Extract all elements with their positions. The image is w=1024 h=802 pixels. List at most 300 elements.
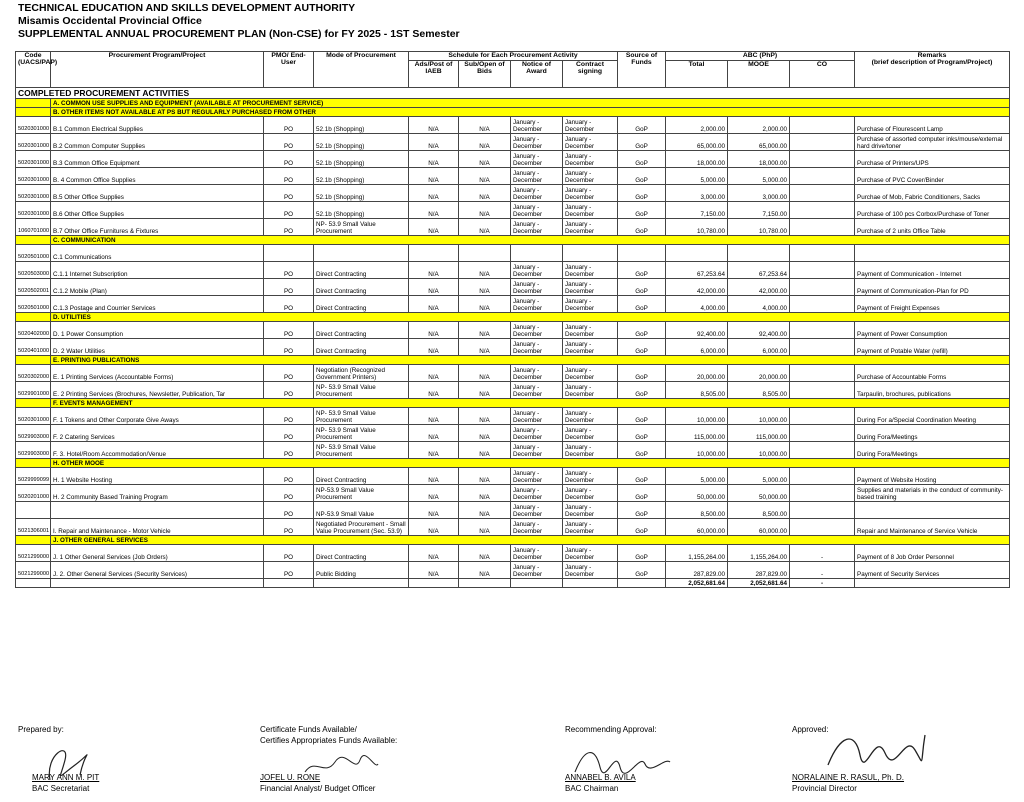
- document-title: SUPPLEMENTAL ANNUAL PROCUREMENT PLAN (Non-CSE) for FY 2025 - 1ST Semester: [18, 28, 460, 40]
- total-cell: 2,000.00: [666, 117, 728, 134]
- pmo-cell: PO: [264, 262, 314, 279]
- office-name: Misamis Occidental Provincial Office: [18, 15, 202, 27]
- ads-cell: N/A: [409, 382, 459, 399]
- source-cell: GoP: [618, 442, 666, 459]
- sub-cell: N/A: [459, 519, 511, 536]
- total-cell: 18,000.00: [666, 151, 728, 168]
- header-co: CO: [790, 61, 855, 88]
- remarks-cell: Payment of Communication-Plan for PD: [855, 279, 1010, 296]
- code-cell: 5029901000: [16, 382, 51, 399]
- total-cell: 67,253.64: [666, 262, 728, 279]
- header-mooe: MOOE: [728, 61, 790, 88]
- contract-cell: January - December: [563, 485, 618, 502]
- section-code-cell: [16, 99, 51, 108]
- grand-total-co: -: [790, 579, 855, 588]
- sub-cell: N/A: [459, 408, 511, 425]
- completed-activities-label: COMPLETED PROCUREMENT ACTIVITIES: [16, 88, 1010, 99]
- program-cell: J. 1 Other General Services (Job Orders): [51, 545, 264, 562]
- source-cell: GoP: [618, 502, 666, 519]
- co-cell: [790, 442, 855, 459]
- contract-cell: January - December: [563, 382, 618, 399]
- empty-cell: [16, 579, 51, 588]
- pmo-cell: PO: [264, 562, 314, 579]
- contract-cell: January - December: [563, 296, 618, 313]
- mode-cell: NP-53.9 Small Value Procurement: [314, 485, 409, 502]
- source-cell: GoP: [618, 279, 666, 296]
- sub-cell: N/A: [459, 117, 511, 134]
- code-cell: 5021306001: [16, 519, 51, 536]
- section-row: [16, 236, 1010, 245]
- program-cell: C.1.1 Internet Subscription: [51, 262, 264, 279]
- code-cell: 5020301000: [16, 168, 51, 185]
- total-cell: 10,000.00: [666, 442, 728, 459]
- pmo-cell: PO: [264, 485, 314, 502]
- pmo-cell: PO: [264, 185, 314, 202]
- contract-cell: January - December: [563, 134, 618, 151]
- program-cell: B.5 Other Office Supplies: [51, 185, 264, 202]
- co-cell: [790, 322, 855, 339]
- source-cell: GoP: [618, 408, 666, 425]
- remarks-cell: Purchase of PVC Cover/Binder: [855, 168, 1010, 185]
- co-cell: [790, 468, 855, 485]
- mooe-cell: 42,000.00: [728, 279, 790, 296]
- header-remarks: [855, 52, 1010, 88]
- total-cell: 287,829.00: [666, 562, 728, 579]
- source-cell: GoP: [618, 339, 666, 356]
- pmo-cell: PO: [264, 519, 314, 536]
- notice-cell: January - December: [511, 151, 563, 168]
- co-cell: [790, 134, 855, 151]
- table-row: [16, 485, 1010, 502]
- program-cell: B. 4 Common Office Supplies: [51, 168, 264, 185]
- header-sub: Sub/Open of Bids: [459, 61, 511, 88]
- source-cell: GoP: [618, 202, 666, 219]
- contract-cell: January - December: [563, 202, 618, 219]
- remarks-cell: Purchae of Mob, Fabric Conditioners, Sacks: [855, 185, 1010, 202]
- program-cell: B.1 Common Electrical Supplies: [51, 117, 264, 134]
- ads-cell: N/A: [409, 485, 459, 502]
- sub-cell: N/A: [459, 468, 511, 485]
- prepared-by-label: Prepared by:: [18, 725, 64, 734]
- contract-cell: January - December: [563, 322, 618, 339]
- sub-cell: N/A: [459, 425, 511, 442]
- mode-cell: Direct Contracting: [314, 468, 409, 485]
- ads-cell: N/A: [409, 545, 459, 562]
- program-cell: J. 2. Other General Services (Security Services): [51, 562, 264, 579]
- contract-cell: January - December: [563, 502, 618, 519]
- contract-cell: January - December: [563, 185, 618, 202]
- sub-cell: N/A: [459, 365, 511, 382]
- table-row: [16, 279, 1010, 296]
- total-cell: 7,150.00: [666, 202, 728, 219]
- mooe-cell: 5,000.00: [728, 168, 790, 185]
- program-cell: F. 1 Tokens and Other Corporate Give Aways: [51, 408, 264, 425]
- pmo-cell: PO: [264, 279, 314, 296]
- notice-cell: January - December: [511, 408, 563, 425]
- table-row: [16, 442, 1010, 459]
- source-cell: GoP: [618, 365, 666, 382]
- program-cell: C.1 Communications: [51, 245, 264, 262]
- ads-cell: N/A: [409, 322, 459, 339]
- section-code-cell: [16, 108, 51, 117]
- contract-cell: January - December: [563, 468, 618, 485]
- total-cell: 5,000.00: [666, 468, 728, 485]
- remarks-cell: Purchase of 100 pcs Corbox/Purchase of Toner: [855, 202, 1010, 219]
- code-cell: 5020201000: [16, 485, 51, 502]
- total-cell: 5,000.00: [666, 168, 728, 185]
- mode-cell: Direct Contracting: [314, 339, 409, 356]
- pmo-cell: PO: [264, 365, 314, 382]
- mooe-cell: 4,000.00: [728, 296, 790, 313]
- code-cell: 5020501000: [16, 296, 51, 313]
- empty-cell: [409, 579, 459, 588]
- remarks-cell: Supplies and materials in the conduct of community-based training: [855, 485, 1010, 502]
- empty-cell: [563, 579, 618, 588]
- notice-cell: January - December: [511, 545, 563, 562]
- table-row: [16, 468, 1010, 485]
- code-cell: 5020402000: [16, 322, 51, 339]
- section-row: [16, 399, 1010, 408]
- table-row: [16, 296, 1010, 313]
- remarks-cell: Purchase of Flourescent Lamp: [855, 117, 1010, 134]
- notice-cell: January - December: [511, 519, 563, 536]
- contract-cell: January - December: [563, 117, 618, 134]
- code-cell: 5020503000: [16, 262, 51, 279]
- table-row: [16, 519, 1010, 536]
- source-cell: [618, 245, 666, 262]
- ads-cell: N/A: [409, 519, 459, 536]
- section-heading: F. EVENTS MANAGEMENT: [51, 399, 1010, 408]
- total-cell: 92,400.00: [666, 322, 728, 339]
- mooe-cell: 10,780.00: [728, 219, 790, 236]
- table-row: [16, 185, 1010, 202]
- total-cell: 65,000.00: [666, 134, 728, 151]
- total-cell: 10,000.00: [666, 408, 728, 425]
- section-heading: E. PRINTING PUBLICATIONS: [51, 356, 1010, 365]
- mode-cell: Negotiated Procurement - Small Value Procurement (Sec. 53.9): [314, 519, 409, 536]
- mode-cell: [314, 245, 409, 262]
- co-cell: [790, 382, 855, 399]
- code-cell: [16, 502, 51, 519]
- program-cell: D. 2 Water Utilities: [51, 339, 264, 356]
- mode-cell: NP- 53.9 Small Value Procurement: [314, 425, 409, 442]
- program-cell: H. 2 Community Based Training Program: [51, 485, 264, 502]
- notice-cell: January - December: [511, 219, 563, 236]
- total-cell: [666, 245, 728, 262]
- total-cell: 20,000.00: [666, 365, 728, 382]
- remarks-cell: Tarpaulin, brochures, publications: [855, 382, 1010, 399]
- notice-cell: January - December: [511, 168, 563, 185]
- code-cell: 5029903000: [16, 425, 51, 442]
- section-heading: H. OTHER MOOE: [51, 459, 1010, 468]
- table-row: [16, 365, 1010, 382]
- mode-cell: 52.1b (Shopping): [314, 202, 409, 219]
- program-cell: C.1.3 Postage and Courrier Services: [51, 296, 264, 313]
- contract-cell: January - December: [563, 262, 618, 279]
- pmo-cell: PO: [264, 202, 314, 219]
- sub-cell: N/A: [459, 296, 511, 313]
- mode-cell: 52.1b (Shopping): [314, 134, 409, 151]
- remarks-cell: Payment of Potable Water (refill): [855, 339, 1010, 356]
- recommender-title: BAC Chairman: [565, 784, 619, 793]
- table-row: [16, 562, 1010, 579]
- section-code-cell: [16, 356, 51, 365]
- co-cell: [790, 365, 855, 382]
- sub-cell: N/A: [459, 502, 511, 519]
- remarks-cell: Repair and Maintenance of Service Vehicle: [855, 519, 1010, 536]
- source-cell: GoP: [618, 322, 666, 339]
- mooe-cell: 3,000.00: [728, 185, 790, 202]
- grand-total-mooe: 2,052,681.64: [728, 579, 790, 588]
- recommender-signature: [565, 742, 675, 782]
- pmo-cell: [264, 245, 314, 262]
- sub-cell: N/A: [459, 382, 511, 399]
- mode-cell: Negotiation (Recognized Government Printers): [314, 365, 409, 382]
- table-row: [16, 545, 1010, 562]
- program-cell: B.2 Common Computer Supplies: [51, 134, 264, 151]
- ads-cell: N/A: [409, 219, 459, 236]
- source-cell: GoP: [618, 382, 666, 399]
- program-cell: C.1.2 Mobile (Plan): [51, 279, 264, 296]
- ads-cell: N/A: [409, 339, 459, 356]
- grand-total: 2,052,681.64: [666, 579, 728, 588]
- pmo-cell: PO: [264, 296, 314, 313]
- source-cell: GoP: [618, 545, 666, 562]
- co-cell: [790, 408, 855, 425]
- ads-cell: N/A: [409, 202, 459, 219]
- code-cell: 5029903000: [16, 442, 51, 459]
- notice-cell: January - December: [511, 322, 563, 339]
- co-cell: [790, 202, 855, 219]
- source-cell: GoP: [618, 168, 666, 185]
- co-cell: [790, 519, 855, 536]
- mode-cell: NP- 53.9 Small Value Procurement: [314, 382, 409, 399]
- sub-cell: N/A: [459, 185, 511, 202]
- total-cell: 10,780.00: [666, 219, 728, 236]
- notice-cell: January - December: [511, 339, 563, 356]
- prepared-by-title: BAC Secretariat: [32, 784, 90, 793]
- table-row: [16, 339, 1010, 356]
- remarks-cell: Payment of Website Hosting: [855, 468, 1010, 485]
- approver-name: NORALAINE R. RASUL, Ph. D.: [792, 773, 905, 782]
- ads-cell: N/A: [409, 468, 459, 485]
- mooe-cell: 287,829.00: [728, 562, 790, 579]
- header-total: Total: [666, 61, 728, 88]
- pmo-cell: PO: [264, 151, 314, 168]
- source-cell: GoP: [618, 519, 666, 536]
- section-heading: D. UTILITIES: [51, 313, 1010, 322]
- ads-cell: [409, 245, 459, 262]
- section-heading: B. OTHER ITEMS NOT AVAILABLE AT PS BUT REGULARLY PURCHASED FROM OTHER: [51, 108, 1010, 117]
- certifier-name: JOFEL U. RONE: [260, 773, 321, 782]
- total-cell: 3,000.00: [666, 185, 728, 202]
- sub-cell: N/A: [459, 485, 511, 502]
- pmo-cell: PO: [264, 502, 314, 519]
- total-cell: 4,000.00: [666, 296, 728, 313]
- ads-cell: N/A: [409, 442, 459, 459]
- program-cell: E. 2 Printing Services (Brochures, Newsletter, Publication, Tar: [51, 382, 264, 399]
- section-code-cell: [16, 399, 51, 408]
- sub-cell: N/A: [459, 545, 511, 562]
- section-row: [16, 313, 1010, 322]
- header-code: Code (UACS/PAP): [16, 52, 51, 88]
- contract-cell: January - December: [563, 545, 618, 562]
- table-row: [16, 134, 1010, 151]
- remarks-cell: Payment of Freight Expenses: [855, 296, 1010, 313]
- approved-label: Approved:: [792, 725, 829, 734]
- co-cell: [790, 485, 855, 502]
- empty-cell: [618, 579, 666, 588]
- procurement-plan-table: [15, 51, 1010, 588]
- ads-cell: N/A: [409, 134, 459, 151]
- source-cell: GoP: [618, 151, 666, 168]
- pmo-cell: PO: [264, 219, 314, 236]
- total-cell: 60,000.00: [666, 519, 728, 536]
- pmo-cell: PO: [264, 545, 314, 562]
- program-cell: B.3 Common Office Equipment: [51, 151, 264, 168]
- mooe-cell: 10,000.00: [728, 408, 790, 425]
- mooe-cell: 92,400.00: [728, 322, 790, 339]
- header-contract: Contract signing: [563, 61, 618, 88]
- empty-cell: [511, 579, 563, 588]
- remarks-cell: Payment of Communication - Internet: [855, 262, 1010, 279]
- table-row: [16, 151, 1010, 168]
- program-cell: B.6 Other Office Supplies: [51, 202, 264, 219]
- ads-cell: N/A: [409, 279, 459, 296]
- mooe-cell: 115,000.00: [728, 425, 790, 442]
- contract-cell: January - December: [563, 339, 618, 356]
- remarks-cell: Purchase of 2 units Office Table: [855, 219, 1010, 236]
- program-cell: B.7 Other Office Furnitures & Fixtures: [51, 219, 264, 236]
- code-cell: 5020302000: [16, 365, 51, 382]
- table-row: [16, 245, 1010, 262]
- program-cell: D. 1 Power Consumption: [51, 322, 264, 339]
- contract-cell: January - December: [563, 408, 618, 425]
- code-cell: 5021299000: [16, 545, 51, 562]
- source-cell: GoP: [618, 262, 666, 279]
- mooe-cell: 10,000.00: [728, 442, 790, 459]
- sub-cell: N/A: [459, 322, 511, 339]
- code-cell: 5020301000: [16, 185, 51, 202]
- sub-cell: N/A: [459, 151, 511, 168]
- section-code-cell: [16, 236, 51, 245]
- empty-cell: [314, 579, 409, 588]
- co-cell: [790, 262, 855, 279]
- source-cell: GoP: [618, 485, 666, 502]
- code-cell: 5020502001: [16, 279, 51, 296]
- notice-cell: January - December: [511, 442, 563, 459]
- pmo-cell: PO: [264, 425, 314, 442]
- document-header: [18, 2, 460, 41]
- notice-cell: January - December: [511, 382, 563, 399]
- mooe-cell: 5,000.00: [728, 468, 790, 485]
- sub-cell: N/A: [459, 202, 511, 219]
- mode-cell: NP- 53.9 Small Value Procurement: [314, 442, 409, 459]
- total-cell: 1,155,264.00: [666, 545, 728, 562]
- total-cell: 8,505.00: [666, 382, 728, 399]
- table-row: [16, 425, 1010, 442]
- section-row: [16, 108, 1010, 117]
- pmo-cell: PO: [264, 442, 314, 459]
- remarks-cell: During Fora/Meetings: [855, 425, 1010, 442]
- co-cell: [790, 279, 855, 296]
- remarks-cell: During Fora/Meetings: [855, 442, 1010, 459]
- co-cell: [790, 339, 855, 356]
- notice-cell: January - December: [511, 117, 563, 134]
- section-row: [16, 356, 1010, 365]
- program-cell: [51, 502, 264, 519]
- co-cell: [790, 245, 855, 262]
- mode-cell: Direct Contracting: [314, 296, 409, 313]
- co-cell: -: [790, 562, 855, 579]
- remarks-cell: Purchase of Printers/UPS: [855, 151, 1010, 168]
- sub-cell: N/A: [459, 279, 511, 296]
- ads-cell: N/A: [409, 425, 459, 442]
- header-program: Procurement Program/Project: [51, 52, 264, 88]
- source-cell: GoP: [618, 117, 666, 134]
- sub-cell: N/A: [459, 219, 511, 236]
- mode-cell: 52.1b (Shopping): [314, 151, 409, 168]
- source-cell: GoP: [618, 219, 666, 236]
- code-cell: 5020401000: [16, 339, 51, 356]
- notice-cell: January - December: [511, 485, 563, 502]
- mode-cell: Direct Contracting: [314, 545, 409, 562]
- section-heading: J. OTHER GENERAL SERVICES: [51, 536, 1010, 545]
- table-row: [16, 382, 1010, 399]
- remarks-cell: [855, 502, 1010, 519]
- certifier-title: Financial Analyst/ Budget Officer: [260, 784, 376, 793]
- contract-cell: January - December: [563, 365, 618, 382]
- co-cell: [790, 117, 855, 134]
- mode-cell: Public Bidding: [314, 562, 409, 579]
- ads-cell: N/A: [409, 168, 459, 185]
- program-cell: I. Repair and Maintenance - Motor Vehicle: [51, 519, 264, 536]
- code-cell: 5020301000: [16, 117, 51, 134]
- header-abc: ABC (PhP): [666, 52, 855, 61]
- mooe-cell: 18,000.00: [728, 151, 790, 168]
- header-source: Source of Funds: [618, 52, 666, 88]
- source-cell: GoP: [618, 134, 666, 151]
- ads-cell: N/A: [409, 296, 459, 313]
- remarks-cell: Payment of Security Services: [855, 562, 1010, 579]
- header-ads: Ads/Post of IAEB: [409, 61, 459, 88]
- mooe-cell: 67,253.64: [728, 262, 790, 279]
- code-cell: 5021299000: [16, 562, 51, 579]
- ads-cell: N/A: [409, 117, 459, 134]
- header-pmo: PMO/ End-User: [264, 52, 314, 88]
- co-cell: [790, 219, 855, 236]
- mode-cell: NP- 53.9 Small Value Procurement: [314, 408, 409, 425]
- sub-cell: N/A: [459, 442, 511, 459]
- empty-cell: [264, 579, 314, 588]
- table-row: [16, 117, 1010, 134]
- remarks-cell: During For a/Special Coordination Meeting: [855, 408, 1010, 425]
- pmo-cell: PO: [264, 117, 314, 134]
- co-cell: [790, 151, 855, 168]
- sub-cell: N/A: [459, 562, 511, 579]
- source-cell: GoP: [618, 425, 666, 442]
- source-cell: GoP: [618, 296, 666, 313]
- notice-cell: January - December: [511, 502, 563, 519]
- total-cell: 6,000.00: [666, 339, 728, 356]
- mode-cell: NP- 53.9 Small Value Procurement: [314, 219, 409, 236]
- co-cell: [790, 296, 855, 313]
- pmo-cell: PO: [264, 408, 314, 425]
- section-code-cell: [16, 459, 51, 468]
- pmo-cell: PO: [264, 322, 314, 339]
- notice-cell: January - December: [511, 262, 563, 279]
- certifier-signature: [300, 752, 380, 780]
